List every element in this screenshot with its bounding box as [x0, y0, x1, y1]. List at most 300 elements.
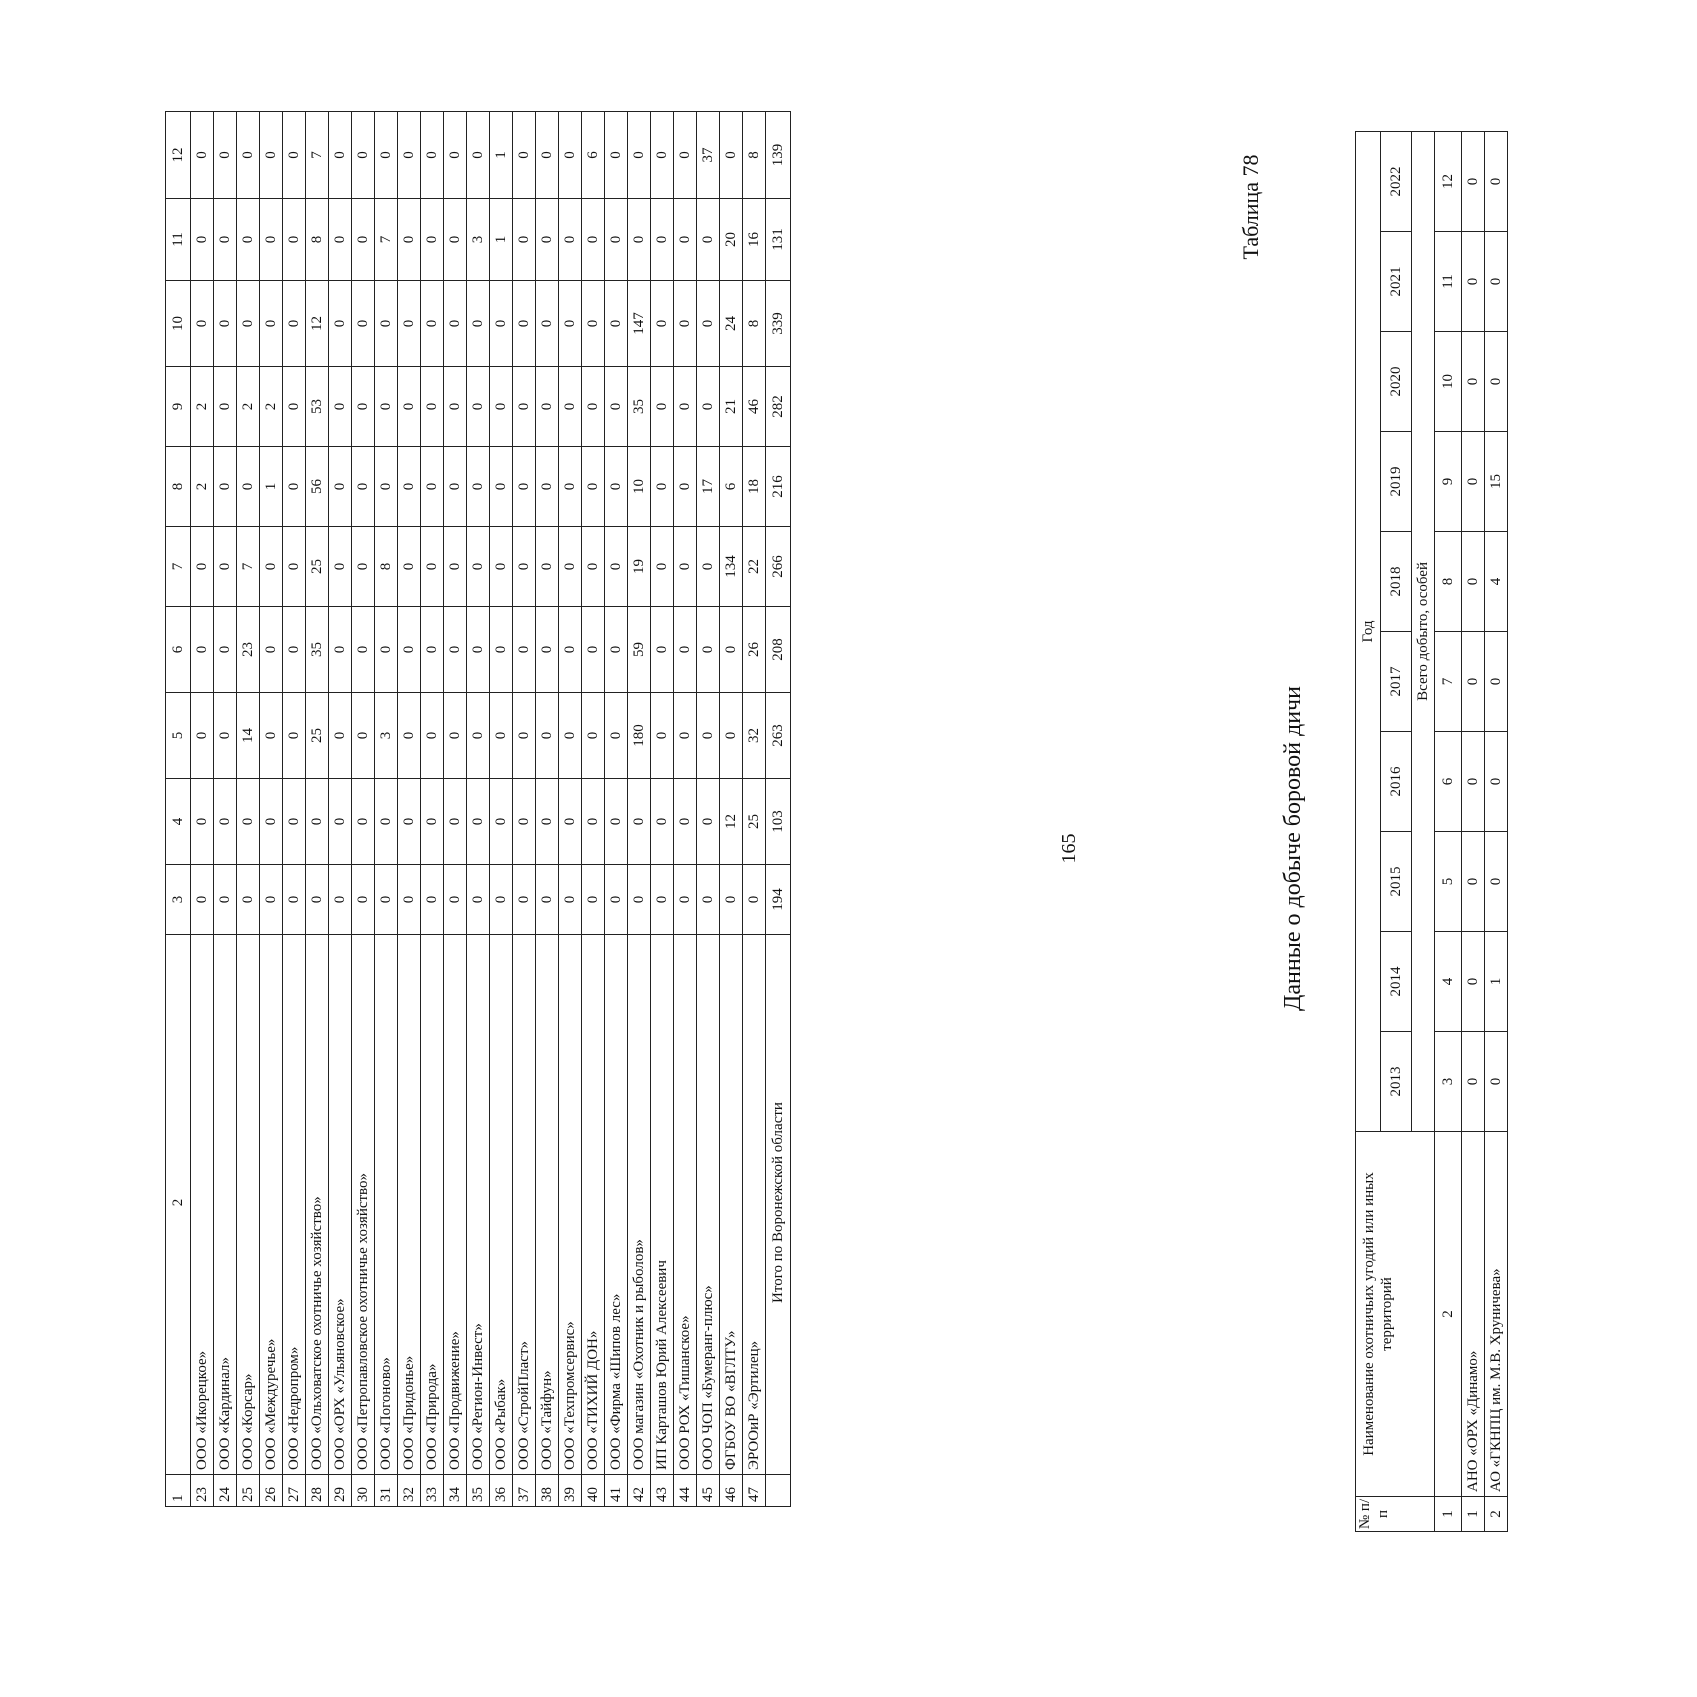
row-number-cell: 37	[513, 1475, 536, 1507]
value-cell: 0	[559, 779, 582, 865]
organization-name-cell: ООО «Кардинал»	[214, 935, 237, 1475]
value-cell: 0	[1462, 532, 1485, 632]
value-cell: 0	[536, 199, 559, 281]
column-index-cell: 2	[166, 935, 191, 1475]
value-cell: 0	[1485, 332, 1508, 432]
value-cell: 0	[651, 693, 674, 779]
value-cell: 0	[1462, 832, 1485, 932]
organization-name-cell: ООО магазин «Охотник и рыболов»	[628, 935, 651, 1475]
row-number-cell: 23	[191, 1475, 214, 1507]
value-cell: 0	[559, 367, 582, 447]
value-cell: 0	[720, 607, 743, 693]
value-cell: 0	[536, 607, 559, 693]
value-cell: 0	[398, 607, 421, 693]
total-value-cell: 139	[766, 112, 791, 199]
value-cell: 180	[628, 693, 651, 779]
value-cell: 0	[421, 693, 444, 779]
value-cell: 0	[628, 865, 651, 935]
value-cell: 0	[651, 779, 674, 865]
organization-name-cell: ООО «Придонье»	[398, 935, 421, 1475]
table-row	[490, 112, 513, 1507]
value-cell: 37	[697, 112, 720, 199]
header-number-cell: № п/п	[1356, 1497, 1435, 1532]
organization-name-cell: ООО «Рыбак»	[490, 935, 513, 1475]
value-cell: 0	[1462, 732, 1485, 832]
value-cell: 0	[352, 607, 375, 693]
organization-name-cell: ООО «Погоново»	[375, 935, 398, 1475]
value-cell: 0	[1462, 332, 1485, 432]
value-cell: 0	[329, 779, 352, 865]
value-cell: 0	[582, 199, 605, 281]
value-cell: 0	[329, 693, 352, 779]
value-cell: 0	[559, 281, 582, 367]
value-cell: 0	[513, 607, 536, 693]
value-cell: 25	[743, 779, 766, 865]
organization-name-cell: ООО «Техпромсервис»	[559, 935, 582, 1475]
value-cell: 12	[306, 281, 329, 367]
row-number-cell: 26	[260, 1475, 283, 1507]
value-cell: 0	[329, 281, 352, 367]
value-cell: 0	[283, 527, 306, 607]
value-cell: 0	[421, 367, 444, 447]
value-cell: 0	[513, 281, 536, 367]
value-cell: 0	[582, 281, 605, 367]
column-index-cell: 3	[166, 865, 191, 935]
row-number-cell: 33	[421, 1475, 444, 1507]
value-cell: 0	[582, 865, 605, 935]
row-number-cell: 29	[329, 1475, 352, 1507]
row-number-cell: 36	[490, 1475, 513, 1507]
value-cell: 0	[536, 447, 559, 527]
value-cell: 0	[329, 367, 352, 447]
total-value-cell: 282	[766, 367, 791, 447]
organization-name-cell: ООО «Ольховатское охотничье хозяйство»	[306, 935, 329, 1475]
value-cell: 0	[260, 693, 283, 779]
value-cell: 0	[697, 865, 720, 935]
value-cell: 0	[536, 112, 559, 199]
value-cell: 26	[743, 607, 766, 693]
table-row	[421, 112, 444, 1507]
continuation-table	[165, 111, 791, 1507]
table-row	[720, 112, 743, 1507]
year-cell: 2014	[1381, 932, 1412, 1032]
total-value-cell: 339	[766, 281, 791, 367]
table-title: Данные о добыче боровой дичи	[1280, 686, 1306, 1011]
value-cell: 24	[720, 281, 743, 367]
value-cell: 0	[444, 281, 467, 367]
value-cell: 0	[214, 199, 237, 281]
value-cell: 0	[260, 779, 283, 865]
column-index-cell: 7	[166, 527, 191, 607]
column-index-cell: 11	[166, 199, 191, 281]
value-cell: 0	[697, 281, 720, 367]
table-row	[559, 112, 582, 1507]
column-index-cell: 10	[166, 281, 191, 367]
value-cell: 0	[444, 367, 467, 447]
value-cell: 0	[1485, 732, 1508, 832]
value-cell: 17	[697, 447, 720, 527]
value-cell: 8	[306, 199, 329, 281]
value-cell: 0	[582, 367, 605, 447]
value-cell: 0	[444, 112, 467, 199]
value-cell: 6	[720, 447, 743, 527]
row-number-cell: 28	[306, 1475, 329, 1507]
organization-name-cell: ООО «Недропром»	[283, 935, 306, 1475]
value-cell: 0	[237, 865, 260, 935]
value-cell: 2	[191, 367, 214, 447]
column-index-cell: 10	[1435, 332, 1462, 432]
value-cell: 0	[1485, 131, 1508, 231]
row-number-cell: 35	[467, 1475, 490, 1507]
value-cell: 0	[398, 281, 421, 367]
value-cell: 0	[582, 607, 605, 693]
value-cell: 0	[674, 281, 697, 367]
organization-name-cell: АО «ГКНПЦ им. М.В. Хруничева»	[1485, 1132, 1508, 1497]
value-cell: 7	[375, 199, 398, 281]
organization-name-cell: ООО «ТИХИЙ ДОН»	[582, 935, 605, 1475]
value-cell: 0	[421, 447, 444, 527]
value-cell: 0	[536, 693, 559, 779]
total-value-cell: 266	[766, 527, 791, 607]
total-value-cell: 131	[766, 199, 791, 281]
value-cell: 1	[490, 199, 513, 281]
header-year-cell: Год	[1356, 131, 1381, 1131]
value-cell: 0	[582, 527, 605, 607]
value-cell: 0	[421, 779, 444, 865]
value-cell: 0	[191, 779, 214, 865]
value-cell: 0	[283, 865, 306, 935]
value-cell: 0	[191, 607, 214, 693]
column-index-cell: 4	[166, 779, 191, 865]
empty-cell	[766, 1475, 791, 1507]
value-cell: 0	[559, 112, 582, 199]
value-cell: 0	[513, 199, 536, 281]
value-cell: 0	[605, 447, 628, 527]
value-cell: 0	[697, 199, 720, 281]
value-cell: 25	[306, 527, 329, 607]
value-cell: 0	[444, 693, 467, 779]
organization-name-cell: ИП Карташов Юрий Алексеевич	[651, 935, 674, 1475]
table-row	[214, 112, 237, 1507]
value-cell: 0	[398, 779, 421, 865]
value-cell: 0	[398, 367, 421, 447]
value-cell: 0	[651, 447, 674, 527]
table-row	[329, 112, 352, 1507]
table-row	[191, 112, 214, 1507]
organization-name-cell: ООО «Петропавловское охотничье хозяйство»	[352, 935, 375, 1475]
value-cell: 6	[582, 112, 605, 199]
value-cell: 0	[467, 527, 490, 607]
value-cell: 19	[628, 527, 651, 607]
value-cell: 0	[260, 112, 283, 199]
value-cell: 0	[559, 447, 582, 527]
value-cell: 0	[513, 779, 536, 865]
value-cell: 0	[605, 112, 628, 199]
value-cell: 0	[674, 199, 697, 281]
value-cell: 0	[490, 779, 513, 865]
value-cell: 0	[444, 779, 467, 865]
value-cell: 0	[651, 527, 674, 607]
column-index-cell: 7	[1435, 632, 1462, 732]
table-row	[260, 112, 283, 1507]
value-cell: 0	[214, 865, 237, 935]
table-row	[375, 112, 398, 1507]
value-cell: 8	[375, 527, 398, 607]
table-row	[513, 112, 536, 1507]
value-cell: 0	[605, 607, 628, 693]
value-cell: 0	[605, 865, 628, 935]
value-cell: 0	[697, 527, 720, 607]
value-cell: 0	[1485, 632, 1508, 732]
value-cell: 2	[237, 367, 260, 447]
value-cell: 0	[191, 527, 214, 607]
column-index-cell: 12	[1435, 131, 1462, 231]
value-cell: 0	[375, 447, 398, 527]
value-cell: 0	[283, 367, 306, 447]
value-cell: 35	[306, 607, 329, 693]
table-row	[352, 112, 375, 1507]
year-cell: 2021	[1381, 232, 1412, 332]
value-cell: 0	[628, 199, 651, 281]
table-row	[306, 112, 329, 1507]
value-cell: 23	[237, 607, 260, 693]
value-cell: 0	[674, 527, 697, 607]
value-cell: 0	[536, 865, 559, 935]
organization-name-cell: ООО «Регион-Инвест»	[467, 935, 490, 1475]
value-cell: 0	[490, 447, 513, 527]
value-cell: 0	[1485, 232, 1508, 332]
organization-name-cell: ФГБОУ ВО «ВГЛТУ»	[720, 935, 743, 1475]
value-cell: 0	[237, 281, 260, 367]
value-cell: 0	[329, 527, 352, 607]
value-cell: 0	[1462, 432, 1485, 532]
value-cell: 0	[559, 527, 582, 607]
value-cell: 0	[582, 447, 605, 527]
value-cell: 0	[283, 447, 306, 527]
table-row	[1462, 131, 1485, 1531]
table-row	[582, 112, 605, 1507]
value-cell: 0	[490, 281, 513, 367]
value-cell: 0	[214, 112, 237, 199]
value-cell: 0	[375, 607, 398, 693]
value-cell: 0	[375, 865, 398, 935]
value-cell: 0	[191, 281, 214, 367]
value-cell: 0	[375, 112, 398, 199]
value-cell: 0	[398, 865, 421, 935]
value-cell: 0	[306, 779, 329, 865]
value-cell: 21	[720, 367, 743, 447]
total-value-cell: 216	[766, 447, 791, 527]
value-cell: 0	[283, 112, 306, 199]
organization-name-cell: ООО «Икорецкое»	[191, 935, 214, 1475]
column-index-row	[1435, 131, 1462, 1531]
value-cell: 0	[513, 693, 536, 779]
organization-name-cell: ООО «Фирма «Шипов лес»	[605, 935, 628, 1475]
value-cell: 0	[329, 447, 352, 527]
value-cell: 0	[628, 112, 651, 199]
value-cell: 2	[191, 447, 214, 527]
value-cell: 0	[191, 693, 214, 779]
table-row	[697, 112, 720, 1507]
value-cell: 0	[191, 112, 214, 199]
value-cell: 0	[490, 527, 513, 607]
row-number-cell: 41	[605, 1475, 628, 1507]
header-row	[166, 112, 191, 1507]
value-cell: 0	[260, 281, 283, 367]
value-cell: 0	[306, 865, 329, 935]
column-index-cell: 9	[1435, 432, 1462, 532]
row-number-cell: 45	[697, 1475, 720, 1507]
row-number-cell: 1	[1462, 1497, 1485, 1532]
value-cell: 22	[743, 527, 766, 607]
value-cell: 0	[260, 865, 283, 935]
value-cell: 0	[536, 367, 559, 447]
value-cell: 1	[490, 112, 513, 199]
organization-name-cell: ООО «Корсар»	[237, 935, 260, 1475]
value-cell: 0	[674, 367, 697, 447]
value-cell: 18	[743, 447, 766, 527]
table-row	[444, 112, 467, 1507]
value-cell: 0	[444, 447, 467, 527]
organization-name-cell: ЭРООиР «Эртилец»	[743, 935, 766, 1475]
value-cell: 0	[651, 112, 674, 199]
value-cell: 0	[421, 607, 444, 693]
row-number-cell: 24	[214, 1475, 237, 1507]
value-cell: 16	[743, 199, 766, 281]
value-cell: 0	[559, 607, 582, 693]
table-row	[605, 112, 628, 1507]
total-value-cell: 208	[766, 607, 791, 693]
table-row	[628, 112, 651, 1507]
value-cell: 0	[375, 367, 398, 447]
value-cell: 0	[605, 199, 628, 281]
value-cell: 0	[720, 865, 743, 935]
value-cell: 0	[283, 693, 306, 779]
value-cell: 0	[674, 112, 697, 199]
value-cell: 7	[237, 527, 260, 607]
value-cell: 0	[237, 112, 260, 199]
row-number-cell: 39	[559, 1475, 582, 1507]
value-cell: 32	[743, 693, 766, 779]
game-harvest-table	[1355, 131, 1508, 1532]
column-index-cell: 6	[1435, 732, 1462, 832]
value-cell: 0	[536, 779, 559, 865]
column-index-cell: 9	[166, 367, 191, 447]
value-cell: 53	[306, 367, 329, 447]
column-index-cell: 2	[1435, 1132, 1462, 1497]
value-cell: 15	[1485, 432, 1508, 532]
value-cell: 8	[743, 281, 766, 367]
value-cell: 0	[214, 367, 237, 447]
row-number-cell: 46	[720, 1475, 743, 1507]
table-row	[674, 112, 697, 1507]
value-cell: 0	[352, 112, 375, 199]
value-cell: 59	[628, 607, 651, 693]
value-cell: 0	[467, 693, 490, 779]
year-cell: 2016	[1381, 732, 1412, 832]
value-cell: 0	[214, 779, 237, 865]
value-cell: 2	[260, 367, 283, 447]
value-cell: 0	[191, 199, 214, 281]
value-cell: 0	[490, 367, 513, 447]
table-row	[651, 112, 674, 1507]
value-cell: 134	[720, 527, 743, 607]
value-cell: 0	[352, 865, 375, 935]
value-cell: 0	[237, 447, 260, 527]
value-cell: 0	[1462, 632, 1485, 732]
row-number-cell: 40	[582, 1475, 605, 1507]
value-cell: 0	[1485, 1032, 1508, 1132]
value-cell: 1	[260, 447, 283, 527]
value-cell: 147	[628, 281, 651, 367]
table-label: Таблица 78	[1238, 154, 1263, 260]
value-cell: 0	[1462, 1032, 1485, 1132]
value-cell: 14	[237, 693, 260, 779]
value-cell: 0	[352, 779, 375, 865]
value-cell: 0	[214, 281, 237, 367]
value-cell: 0	[329, 112, 352, 199]
value-cell: 0	[651, 281, 674, 367]
value-cell: 20	[720, 199, 743, 281]
column-index-cell: 8	[166, 447, 191, 527]
value-cell: 0	[444, 199, 467, 281]
row-number-cell: 38	[536, 1475, 559, 1507]
value-cell: 0	[559, 865, 582, 935]
row-number-cell: 32	[398, 1475, 421, 1507]
total-row	[766, 112, 791, 1507]
value-cell: 0	[605, 693, 628, 779]
table-row	[283, 112, 306, 1507]
value-cell: 0	[1462, 131, 1485, 231]
value-cell: 0	[398, 527, 421, 607]
value-cell: 0	[1462, 932, 1485, 1032]
row-number-cell: 44	[674, 1475, 697, 1507]
value-cell: 0	[605, 779, 628, 865]
organization-name-cell: ООО «Тайфун»	[536, 935, 559, 1475]
value-cell: 0	[513, 865, 536, 935]
header-row	[1356, 131, 1381, 1531]
column-index-cell: 3	[1435, 1032, 1462, 1132]
value-cell: 0	[720, 112, 743, 199]
year-cell: 2015	[1381, 832, 1412, 932]
value-cell: 3	[375, 693, 398, 779]
value-cell: 0	[214, 607, 237, 693]
value-cell: 0	[1485, 832, 1508, 932]
value-cell: 0	[352, 527, 375, 607]
value-cell: 0	[214, 693, 237, 779]
value-cell: 25	[306, 693, 329, 779]
value-cell: 0	[237, 199, 260, 281]
value-cell: 0	[398, 447, 421, 527]
value-cell: 0	[674, 779, 697, 865]
value-cell: 0	[697, 779, 720, 865]
organization-name-cell: ООО ЧОП «Бумеранг-плюс»	[697, 935, 720, 1475]
value-cell: 0	[444, 527, 467, 607]
value-cell: 0	[191, 865, 214, 935]
column-index-cell: 12	[166, 112, 191, 199]
value-cell: 0	[398, 112, 421, 199]
year-cell: 2019	[1381, 432, 1412, 532]
value-cell: 0	[467, 112, 490, 199]
value-cell: 0	[490, 865, 513, 935]
value-cell: 1	[1485, 932, 1508, 1032]
value-cell: 0	[513, 367, 536, 447]
column-index-cell: 6	[166, 607, 191, 693]
column-index-cell: 8	[1435, 532, 1462, 632]
table-row	[1485, 131, 1508, 1531]
value-cell: 0	[444, 607, 467, 693]
value-cell: 0	[214, 527, 237, 607]
